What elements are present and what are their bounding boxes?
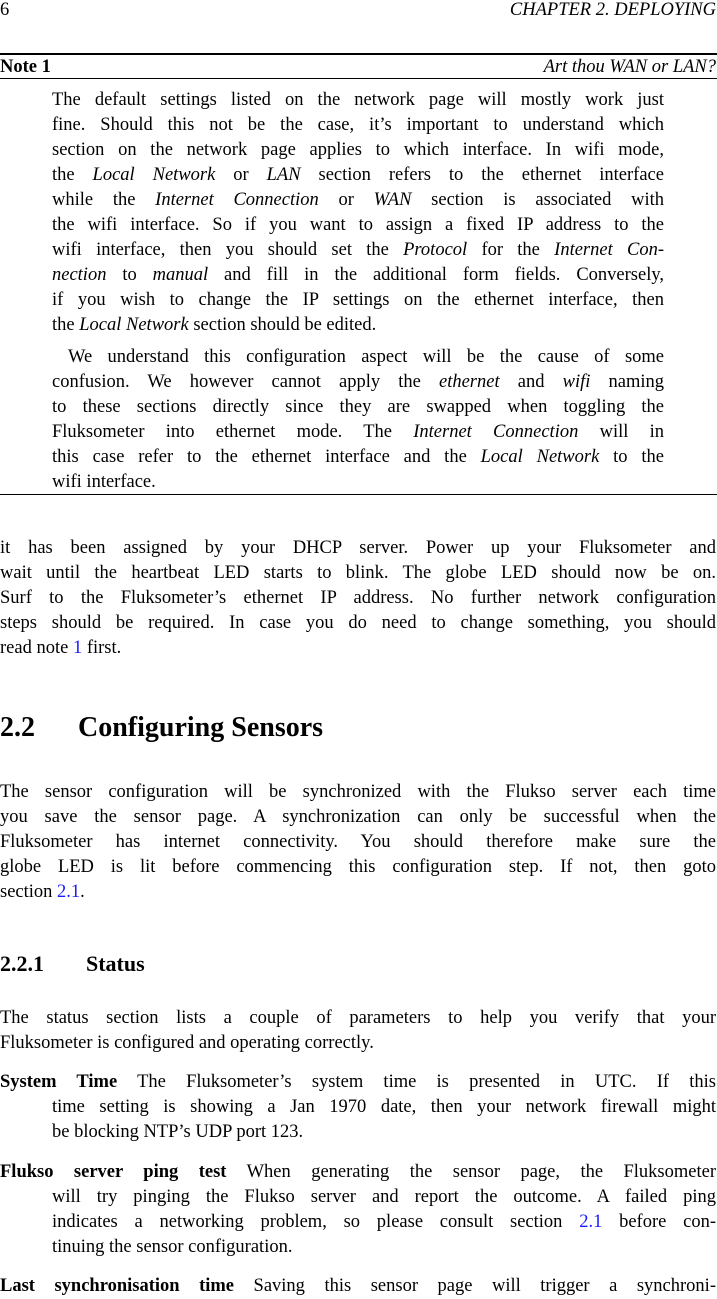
text: the xyxy=(52,315,80,335)
text: before con- xyxy=(602,1212,716,1232)
text: tinuing the sensor configuration. xyxy=(52,1237,293,1257)
note-paragraph xyxy=(52,88,664,338)
text: section xyxy=(0,882,58,902)
text-line xyxy=(0,561,716,586)
emphasis-text: wifi xyxy=(562,372,591,392)
text: this case refer to the ethernet interface and the xyxy=(52,447,481,467)
emphasis-text: LAN xyxy=(266,165,301,185)
emphasis-text: ethernet xyxy=(438,372,500,392)
note-bottom-rule xyxy=(0,494,717,495)
text-line xyxy=(0,1185,716,1210)
text: will in xyxy=(578,422,665,442)
text: wifi interface, then you should set the xyxy=(52,240,404,260)
text: When generating the sensor page, the Fluksometer xyxy=(226,1162,716,1182)
text: time setting is showing a Jan 1970 date, then your network firewall might xyxy=(52,1097,716,1117)
emphasis-text: Local Network xyxy=(92,165,216,185)
text-line xyxy=(52,213,664,238)
text: to these sections directly since they are swapped when toggling the xyxy=(52,397,664,417)
emphasis-text: manual xyxy=(152,265,209,285)
description-item xyxy=(0,1160,716,1260)
text-line xyxy=(52,263,664,288)
text: will try pinging the Flukso server and report the outcome. A failed ping xyxy=(52,1187,716,1207)
text: We understand this configuration aspect will be the cause of some xyxy=(68,347,664,367)
text: wifi interface. xyxy=(52,472,156,492)
text: for the xyxy=(467,240,555,260)
text-line xyxy=(0,636,716,661)
text: or xyxy=(318,190,374,210)
text-line xyxy=(52,395,664,420)
text: wait until the heartbeat LED starts to blink. The globe LED should now be on. xyxy=(0,563,716,583)
text-line xyxy=(0,611,716,636)
text: The Fluksometer’s system time is presented in UTC. If this xyxy=(117,1072,716,1092)
text-line xyxy=(0,1235,716,1260)
emphasis-text: Internet Connection xyxy=(413,422,579,442)
text: The sensor configuration will be synchronized with the Flukso server each time xyxy=(0,782,716,802)
note-title: Art thou WAN or LAN? xyxy=(543,57,716,77)
text: section refers to the ethernet interface xyxy=(300,165,664,185)
subsection-title: Status xyxy=(86,951,145,976)
text: The status section lists a couple of parameters to help you verify that your xyxy=(0,1008,716,1028)
text: and fill in the additional form fields. Conversely, xyxy=(208,265,665,285)
emphasis-text: Internet Con- xyxy=(554,240,664,260)
text: if you wish to change the IP settings on the ethernet interface, then xyxy=(52,290,664,310)
emphasis-text: WAN xyxy=(373,190,412,210)
text: it has been assigned by your DHCP server. Power up your Fluksometer and xyxy=(0,538,716,558)
cross-reference-link[interactable]: 2.1 xyxy=(579,1212,603,1232)
text-line xyxy=(0,855,716,880)
section-number: 2.2 xyxy=(0,712,35,743)
text-line xyxy=(0,586,716,611)
text-line xyxy=(0,1160,716,1185)
cross-reference-link[interactable]: 2.1 xyxy=(57,882,81,902)
text-line xyxy=(52,470,664,495)
text: steps should be required. In case you do need to change something, you should xyxy=(0,613,716,633)
text: Fluksometer into ethernet mode. The xyxy=(52,422,414,442)
section-title: Configuring Sensors xyxy=(78,712,324,743)
text: section should be edited. xyxy=(188,315,377,335)
body-paragraph xyxy=(0,536,716,661)
text-line xyxy=(52,313,664,338)
text: Surf to the Fluksometer’s ethernet IP address. No further network configuration xyxy=(0,588,716,608)
emphasis-text: nection xyxy=(52,265,107,285)
text-line xyxy=(0,536,716,561)
text: read note xyxy=(0,638,73,658)
text-line xyxy=(52,345,664,370)
text-line xyxy=(52,188,664,213)
text: to xyxy=(106,265,153,285)
text: confusion. We however cannot apply the xyxy=(52,372,439,392)
text: you save the sensor page. A synchronization can only be successful when the xyxy=(0,807,716,827)
text: Fluksometer is configured and operating correctly. xyxy=(0,1033,374,1053)
text-line xyxy=(0,1120,716,1145)
text-line xyxy=(52,288,664,313)
text: globe LED is lit before commencing this configuration step. If not, then goto xyxy=(0,857,716,877)
text: section is associated with xyxy=(411,190,665,210)
text-line xyxy=(0,1210,716,1235)
text: first. xyxy=(82,638,122,658)
body-paragraph xyxy=(0,780,716,905)
text: and xyxy=(499,372,563,392)
text-line xyxy=(52,238,664,263)
item-term: Flukso server ping test xyxy=(0,1162,227,1182)
text: the xyxy=(52,165,93,185)
page-number: 6 xyxy=(0,0,10,20)
note-label: Note 1 xyxy=(0,57,51,77)
text: the wifi interface. So if you want to assign a fixed IP address to the xyxy=(52,215,664,235)
text-line xyxy=(52,420,664,445)
description-item xyxy=(0,1070,716,1145)
text: section on the network page applies to which interface. In wifi mode, xyxy=(52,140,664,160)
item-term: Last synchronisation time xyxy=(0,1276,235,1296)
text-line xyxy=(0,1070,716,1095)
text-line xyxy=(0,1031,716,1056)
text-line xyxy=(52,370,664,395)
text: to the xyxy=(599,447,664,467)
text: or xyxy=(215,165,267,185)
cross-reference-link[interactable]: 1 xyxy=(72,638,83,658)
text: Saving this sensor page will trigger a synchroni- xyxy=(234,1276,716,1296)
text-line xyxy=(52,113,664,138)
text-line xyxy=(0,805,716,830)
text-line xyxy=(52,88,664,113)
emphasis-text: Protocol xyxy=(403,240,468,260)
section-heading xyxy=(0,712,323,744)
text-line xyxy=(52,163,664,188)
text: indicates a networking problem, so please consult section xyxy=(52,1212,580,1232)
text: naming xyxy=(590,372,665,392)
description-item xyxy=(0,1274,716,1299)
text: The default settings listed on the network page will mostly work just xyxy=(52,90,664,110)
text-line xyxy=(0,1006,716,1031)
emphasis-text: Internet Connection xyxy=(155,190,319,210)
note-title-rule xyxy=(0,78,717,79)
text-line xyxy=(0,1274,716,1299)
note-paragraph xyxy=(52,345,664,495)
text-line xyxy=(0,880,716,905)
text: fine. Should this not be the case, it’s important to understand which xyxy=(52,115,664,135)
subsection-heading xyxy=(0,951,145,977)
emphasis-text: Local Network xyxy=(480,447,600,467)
text-line xyxy=(0,1095,716,1120)
emphasis-text: Local Network xyxy=(79,315,189,335)
body-paragraph xyxy=(0,1006,716,1056)
text: while the xyxy=(52,190,156,210)
text-line xyxy=(52,138,664,163)
text-line xyxy=(52,445,664,470)
running-header: CHAPTER 2. DEPLOYING xyxy=(509,0,716,20)
text-line xyxy=(0,780,716,805)
text: . xyxy=(80,882,85,902)
subsection-number: 2.2.1 xyxy=(0,951,44,976)
text: be blocking NTP’s UDP port 123. xyxy=(52,1122,304,1142)
text-line xyxy=(0,830,716,855)
item-term: System Time xyxy=(0,1072,118,1092)
text: Fluksometer has internet connectivity. You should therefore make sure the xyxy=(0,832,716,852)
